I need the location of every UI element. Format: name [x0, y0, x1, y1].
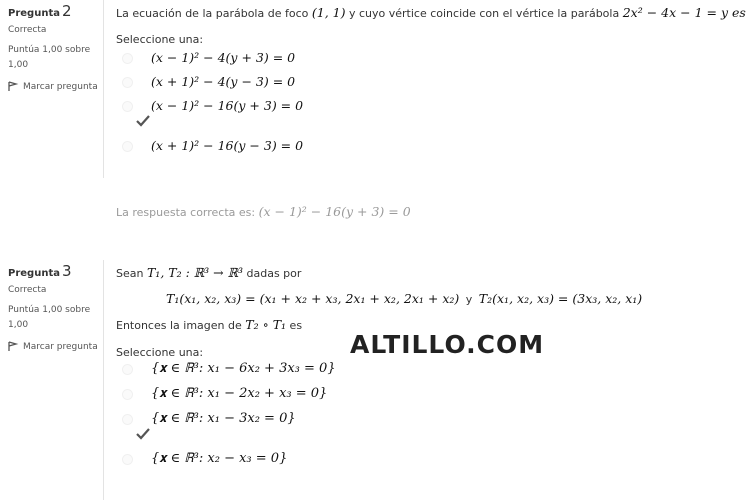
answer-options — [116, 48, 700, 160]
check-icon — [136, 115, 150, 126]
option-radio[interactable] — [122, 454, 133, 465]
question-2 — [0, 0, 746, 240]
transform-definitions: T₁(x₁, x₂, x₃) = (x₁ + x₂ + x₃, 2x₁ + x₂, 2x₁ + x₂) y T₂(x₁, x₂, x₃) = (3x₃, x₂, x₁) — [166, 291, 643, 306]
answer-option[interactable]: (x + 1)² − 16(y − 3) = 0 — [116, 136, 700, 160]
question-state: Correcta — [8, 285, 47, 295]
question-grade: Puntúa 1,00 sobre 1,00 — [8, 45, 91, 70]
select-prompt: Seleccione una: — [116, 346, 204, 359]
question-3 — [0, 260, 700, 500]
question-info — [8, 0, 100, 92]
option-radio[interactable] — [122, 101, 133, 112]
option-radio[interactable] — [122, 414, 133, 425]
answer-option-selected[interactable]: (x − 1)² − 16(y + 3) = 0 — [116, 96, 700, 136]
option-radio[interactable] — [122, 141, 133, 152]
answer-options — [116, 359, 700, 474]
question-content — [103, 0, 746, 178]
question-state: Correcta — [8, 25, 47, 35]
question-image-text: Entonces la imagen de T₂ ∘ T₁ es — [116, 317, 303, 332]
flag-question-label: Marcar pregunta — [23, 341, 98, 352]
flag-icon — [8, 81, 18, 92]
flag-icon — [8, 341, 18, 352]
question-content — [103, 260, 700, 500]
flag-question-link[interactable] — [8, 81, 100, 92]
answer-option-selected[interactable]: {𝐱 ∈ ℝ³: x₁ − 3x₂ = 0} — [116, 409, 700, 449]
flag-question-label: Marcar pregunta — [23, 81, 98, 92]
flag-question-link[interactable] — [8, 341, 100, 352]
select-prompt: Seleccione una: — [116, 33, 204, 46]
option-radio[interactable] — [122, 53, 133, 64]
watermark: ALTILLO.COM — [350, 330, 545, 359]
answer-option[interactable]: (x + 1)² − 4(y − 3) = 0 — [116, 72, 700, 96]
option-radio[interactable] — [122, 389, 133, 400]
question-grade: Puntúa 1,00 sobre 1,00 — [8, 305, 91, 330]
question-text: Sean T₁, T₂ : ℝ³ → ℝ³ dadas por — [116, 265, 302, 280]
question-number: Pregunta 2 — [8, 2, 72, 20]
question-number: Pregunta 3 — [8, 262, 72, 280]
question-info — [8, 260, 100, 352]
answer-option[interactable]: {𝐱 ∈ ℝ³: x₁ − 6x₂ + 3x₃ = 0} — [116, 359, 700, 384]
option-radio[interactable] — [122, 77, 133, 88]
check-icon — [136, 428, 150, 439]
correct-answer-feedback: La respuesta correcta es: (x − 1)² − 16(y + 3) = 0 — [116, 204, 411, 219]
question-text: La ecuación de la parábola de foco (1, 1) y cuyo vértice coincide con el vértice la parábola 2x² − 4x − 1 = y es — [116, 5, 746, 20]
option-radio[interactable] — [122, 364, 133, 375]
answer-option[interactable]: {𝐱 ∈ ℝ³: x₁ − 2x₂ + x₃ = 0} — [116, 384, 700, 409]
answer-option[interactable]: (x − 1)² − 4(y + 3) = 0 — [116, 48, 700, 72]
answer-option[interactable]: {𝐱 ∈ ℝ³: x₂ − x₃ = 0} — [116, 449, 700, 474]
